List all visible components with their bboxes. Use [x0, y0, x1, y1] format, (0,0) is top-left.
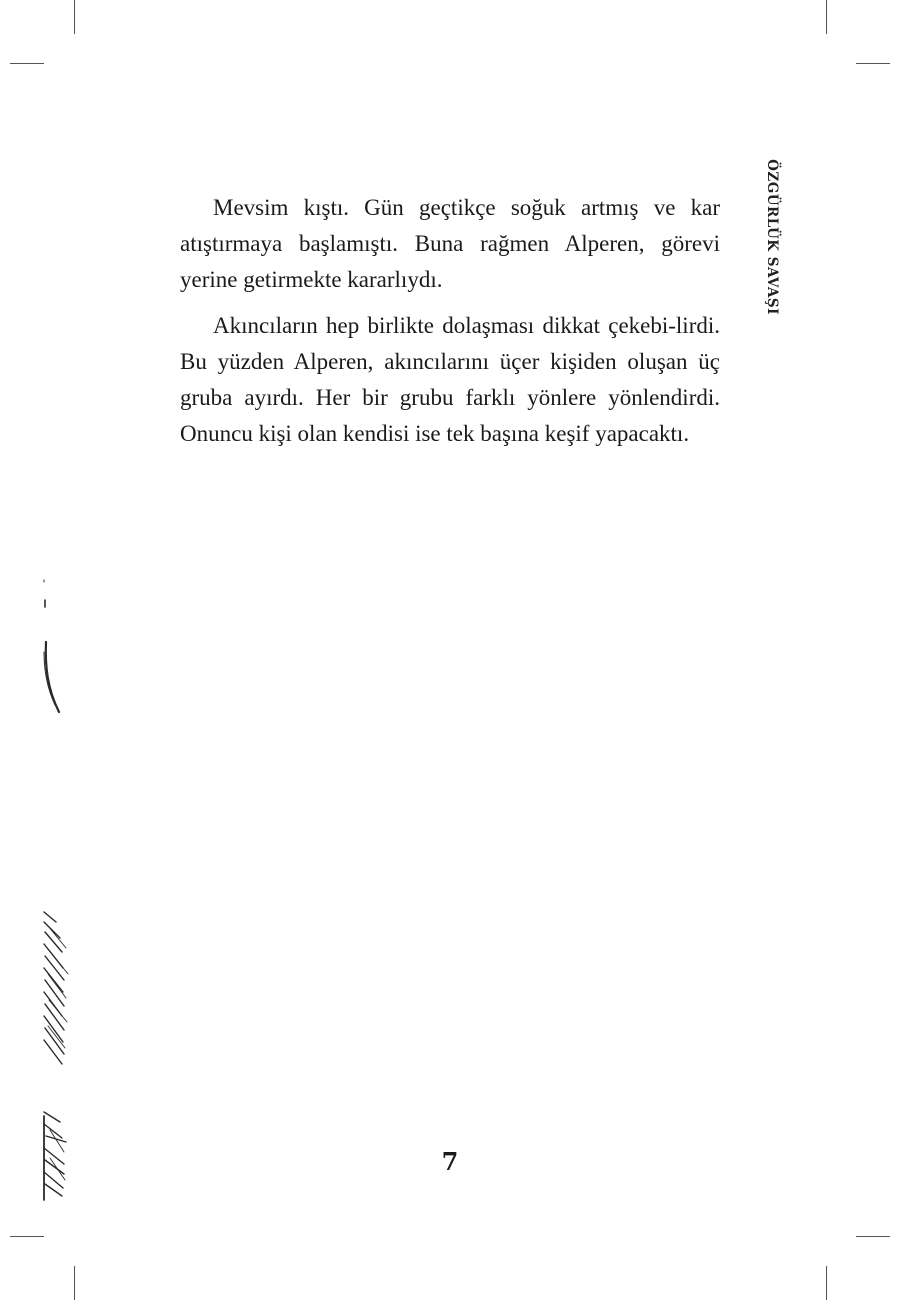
running-head [742, 154, 802, 319]
crop-mark-left-top [10, 63, 44, 64]
paragraph-1: Mevsim kıştı. Gün geçtikçe soğuk artmış ve kar atıştırmaya başlamıştı. Buna rağmen Alperen, görevi yerine getirmekte kararlıydı. [180, 195, 720, 292]
brush-stroke-decoration [30, 560, 90, 1220]
crop-mark-top-left [74, 0, 75, 34]
crop-mark-right-bottom [856, 1236, 890, 1237]
running-head-text: ÖZGÜRLÜK SAVAŞI [764, 158, 780, 315]
crop-mark-right-top [856, 63, 890, 64]
body-text [180, 190, 720, 462]
crop-mark-top-right [826, 0, 827, 34]
crop-mark-bottom-left [74, 1266, 75, 1300]
page-number: 7 [441, 1147, 459, 1176]
crop-mark-left-bottom [10, 1236, 44, 1237]
crop-mark-bottom-right [826, 1266, 827, 1300]
paragraph-2: Akıncıların hep birlikte dolaşması dikkat çekebi-lirdi. Bu yüzden Alperen, akıncılarını üçer kişiden oluşan üç gruba ayırdı. Her bir grubu farklı yönlere yönlendirdi. Onuncu kişi olan kendisi ise tek başına keşif yapacaktı. [180, 313, 720, 446]
